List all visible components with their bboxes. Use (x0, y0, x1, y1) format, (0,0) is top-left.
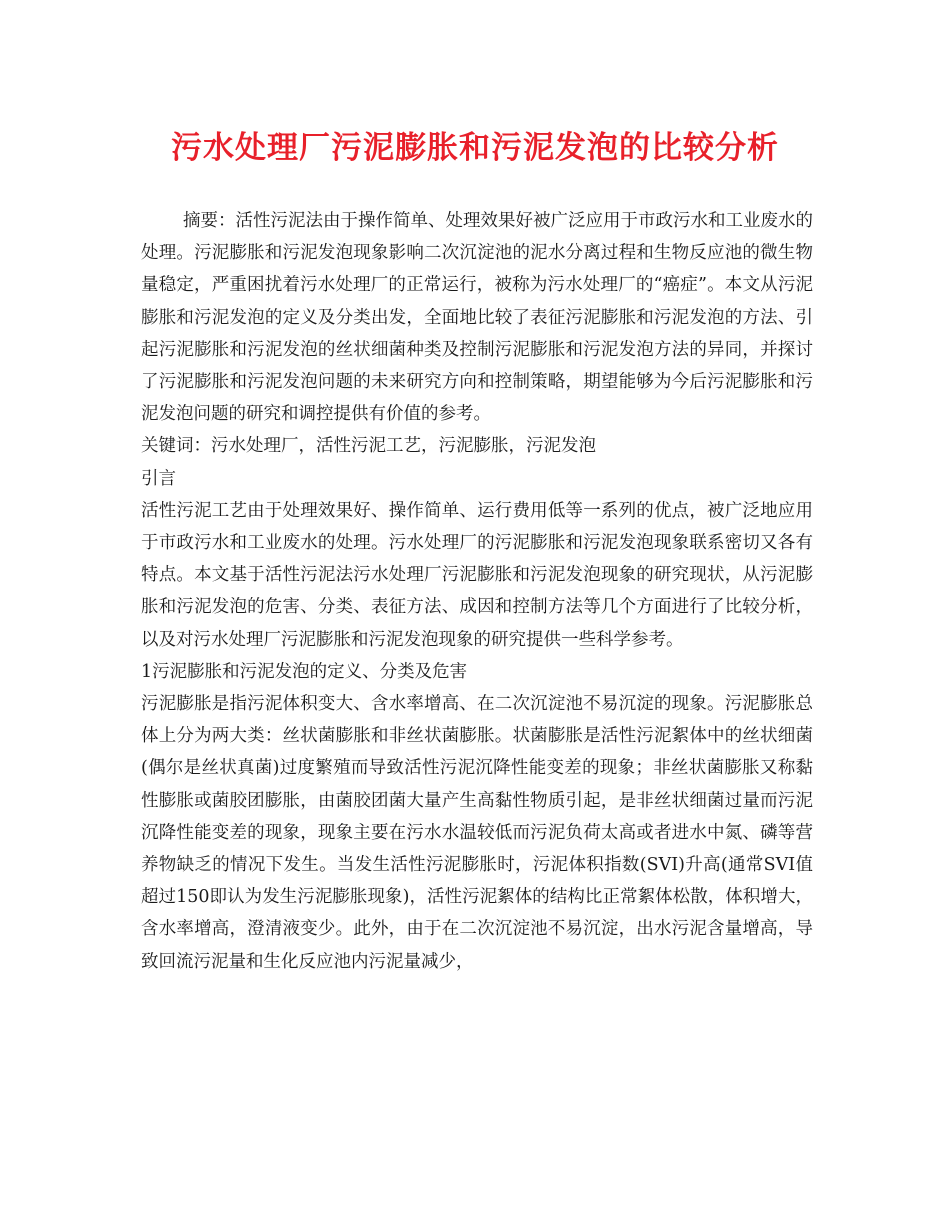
abstract-paragraph: 摘要：活性污泥法由于操作简单、处理效果好被广泛应用于市政污水和工业废水的处理。污泥膨胀和污泥发泡现象影响二次沉淀池的泥水分离过程和生物反应池的微生物量稳定，严重困扰着污水处理厂的正常运行，被称为污水处理厂的“癌症”。本文从污泥膨胀和污泥发泡的定义及分类出发，全面地比较了表征污泥膨胀和污泥发泡的方法、引起污泥膨胀和污泥发泡的丝状细菌种类及控制污泥膨胀和污泥发泡方法的异同，并探讨了污泥膨胀和污泥发泡问题的未来研究方向和控制策略，期望能够为今后污泥膨胀和污泥发泡问题的研究和调控提供有价值的参考。 (141, 211, 813, 425)
document-body (141, 205, 813, 978)
intro-paragraph: 活性污泥工艺由于处理效果好、操作简单、运行费用低等一系列的优点，被广泛地应用于市政污水和工业废水的处理。污水处理厂的污泥膨胀和污泥发泡现象联系密切又各有特点。本文基于活性污泥法污水处理厂污泥膨胀和污泥发泡现象的研究现状，从污泥膨胀和污泥发泡的危害、分类、表征方法、成因和控制方法等几个方面进行了比较分析，以及对污水处理厂污泥膨胀和污泥发泡现象的研究提供一些科学参考。 (141, 500, 813, 650)
intro-heading: 引言 (141, 468, 176, 489)
section-1-heading: 1污泥膨胀和污泥发泡的定义、分类及危害 (141, 661, 468, 682)
section-1-paragraph: 污泥膨胀是指污泥体积变大、含水率增高、在二次沉淀池不易沉淀的现象。污泥膨胀总体上分为两大类：丝状菌膨胀和非丝状菌膨胀。状菌膨胀是活性污泥絮体中的丝状细菌(偶尔是丝状真菌)过度繁殖而导致活性污泥沉降性能变差的现象；非丝状菌膨胀又称黏性膨胀或菌胶团膨胀，由菌胶团菌大量产生高黏性物质引起，是非丝状细菌过量而污泥沉降性能变差的现象，现象主要在污水水温较低而污泥负荷太高或者进水中氮、磷等营养物缺乏的情况下发生。当发生活性污泥膨胀时，污泥体积指数(SVI)升高(通常SVI值超过150即认为发生污泥膨胀现象)，活性污泥絮体的结构比正常絮体松散，体积增大，含水率增高，澄清液变少。此外，由于在二次沉淀池不易沉淀，出水污泥含量增高，导致回流污泥量和生化反应池内污泥量减少， (141, 694, 813, 972)
document-title: 污水处理厂污泥膨胀和污泥发泡的比较分析 (171, 130, 779, 166)
keywords-line: 关键词：污水处理厂，活性污泥工艺，污泥膨胀，污泥发泡 (141, 436, 596, 457)
